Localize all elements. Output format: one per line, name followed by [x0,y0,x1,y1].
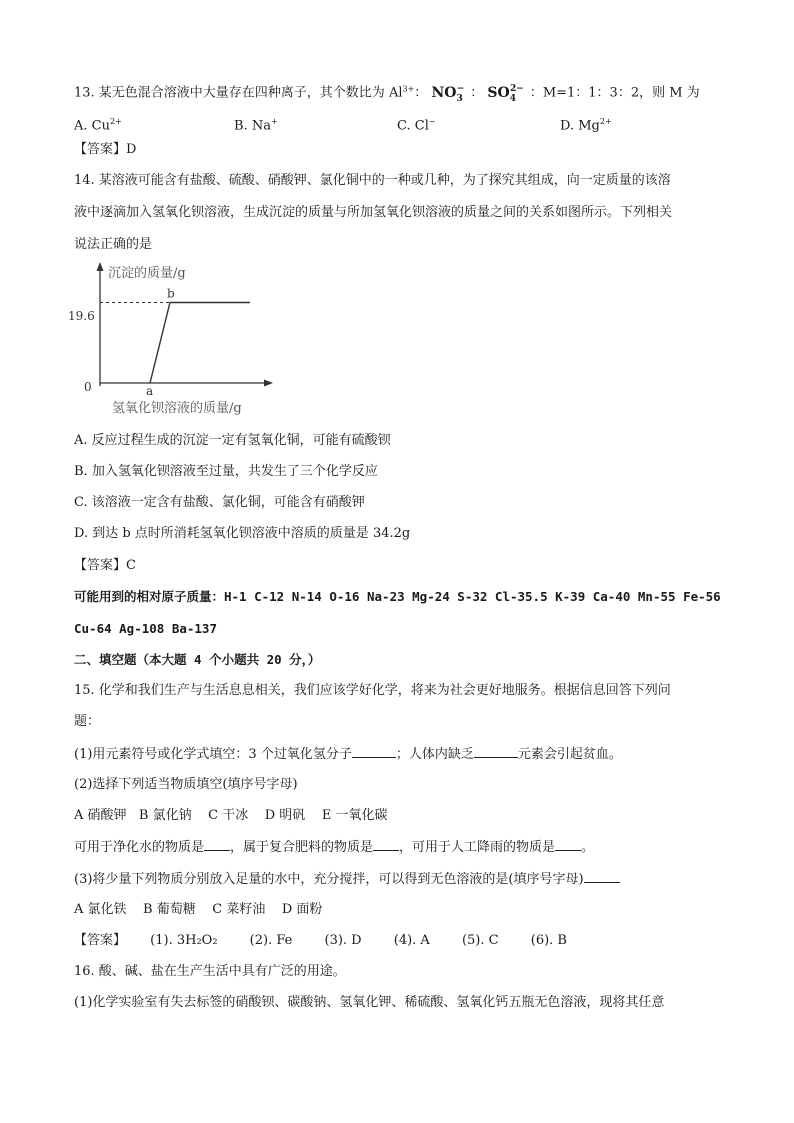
q15-answer-5: (5). C [461,933,499,948]
q15-p1-b: ；人体内缺乏 [395,747,474,762]
no3-base: NO [431,84,457,101]
q15-part-3 [74,870,620,889]
q13-option-a-label: A. Cu [74,118,110,134]
y-axis-label: 沉淀的质量/g [108,266,186,281]
q13-option-a-sup: 2+ [109,117,122,126]
q13-answer: 【答案】D [74,142,137,157]
q15-blank-2[interactable] [474,745,518,758]
q13-option-d-label: D. Mg [560,118,600,134]
precipitate-chart [68,258,284,418]
q13-option-d [560,113,612,135]
q15-answer-6: (6). B [530,933,567,948]
q14-stem-line-3: 说法正确的是 [74,237,153,252]
q15-answer [74,932,567,950]
q15-answer-2: (2). Fe [249,933,293,948]
q13-sep1: ： [414,85,428,101]
q15-choices: A 硝酸钾 B 氯化钠 C 干冰 D 明矾 E 一氧化碳 [74,808,388,823]
series-line [150,303,250,384]
so4-sub: 4 [509,93,516,104]
section-2-title: 二、填空题（本大题 4 个小题共 20 分，） [74,652,321,667]
sulfate-ion [487,84,529,104]
q16-part-1: (1)化学实验室有失去标签的硝酸钡、碳酸钠、氢氧化钾、稀硫酸、氢氧化钙五瓶无色溶液，现将其任意 [74,995,665,1010]
nitrate-ion [431,84,470,104]
q13-option-c-label: C. Cl [397,118,429,134]
q13-option-a [74,113,122,135]
x-axis-label: 氢氧化钡溶液的质量/g [112,401,242,416]
atomic-masses-line-1: 可能用到的相对原子质量：H-1 C-12 N-14 O-16 Na-23 Mg-24 S-32 Cl-35.5 K-39 Ca-40 Mn-55 Fe-56 [74,589,721,604]
q13-stem-a: 13. 某无色混合溶液中大量存在四种离子，其个数比为 Al [74,85,403,101]
q13-options [74,113,714,134]
q15-p2-c: ，可用于人工降雨的物质是 [399,840,556,855]
q15-part-2-blanks [74,838,594,857]
q15-answer-label: 【答案】 [74,933,127,948]
q15-p3: (3)将少量下列物质分别放入足量的水中，充分搅拌，可以得到无色溶液的是(填序号字母) [74,872,584,887]
atomic-masses-line-2: Cu-64 Ag-108 Ba-137 [74,621,217,636]
q13-option-d-sup: 2+ [599,117,612,126]
point-label-a: a [146,384,154,398]
q15-choices-3: A 氯化铁 B 葡萄糖 C 菜籽油 D 面粉 [74,902,323,917]
q14-option-d: D. 到达 b 点时所消耗氢氧化钡溶液中溶质的质量是 34.2g [74,526,411,541]
q15-blank-4[interactable] [373,838,399,851]
q14-answer: 【答案】C [74,558,136,573]
no3-sub: 3 [456,93,463,104]
y-tick-label: 19.6 [68,309,95,323]
q15-answer-1: (1). 3H₂O₂ [150,933,218,948]
q15-blank-6[interactable] [584,870,620,883]
so4-sup: 2− [510,84,524,94]
q13-stem-b: ：M=1：1：3：2，则 M 为 [529,85,700,101]
q15-p2-d: 。 [581,840,595,855]
q15-stem-line-1: 15. 化学和我们生产与生活息息相关，我们应该学好化学，将来为社会更好地服务。根据信息回答下列问 [74,683,671,698]
q15-blank-3[interactable] [204,838,230,851]
q15-part-2: (2)选择下列适当物质填空(填序号字母) [74,777,298,792]
y-axis-arrow [97,262,104,271]
q13-option-b-label: B. Na [234,118,271,134]
origin-label: 0 [84,380,92,394]
q15-p2-a: 可用于净化水的物质是 [74,840,205,855]
q13-option-c [397,113,436,135]
al-charge: 3+ [402,84,415,94]
q14-option-a: A. 反应过程生成的沉淀一定有氢氧化铜，可能有硫酸钡 [74,433,391,448]
q16-stem: 16. 酸、碱、盐在生产生活中具有广泛的用途。 [74,964,346,979]
q14-option-b: B. 加入氢氧化钡溶液至过量，共发生了三个化学反应 [74,464,378,479]
point-label-b: b [167,286,175,301]
q15-blank-1[interactable] [352,745,396,758]
q15-part-1 [74,745,622,764]
q13-sep2: ： [470,85,484,101]
q13-option-c-sup: − [428,117,436,126]
q15-answer-3: (3). D [324,933,362,948]
q15-p1-c: 元素会引起贫血。 [517,747,622,762]
q15-blank-5[interactable] [555,838,581,851]
no3-sup: − [456,84,465,94]
q15-p2-b: ，属于复合肥料的物质是 [230,840,374,855]
q13-stem [74,80,700,107]
q13-option-b [234,113,278,135]
q14-option-c: C. 该溶液一定含有盐酸、氯化铜，可能含有硝酸钾 [74,495,365,510]
q15-p1-a: (1)用元素符号或化学式填空：3 个过氧化氢分子 [74,747,352,762]
q13-option-b-sup: + [270,117,278,126]
x-axis-arrow [264,380,273,387]
so4-base: SO [487,84,510,101]
q14-stem-line-2: 液中逐滴加入氢氧化钡溶液，生成沉淀的质量与所加氢氧化钡溶液的质量之间的关系如图所示。下列相关 [74,205,673,220]
q15-stem-line-2: 题： [74,714,101,729]
q14-stem-line-1: 14. 某溶液可能含有盐酸、硫酸、硝酸钾、氯化铜中的一种或几种，为了探究其组成，向一定质量的该溶 [74,173,671,188]
q15-answer-4: (4). A [393,933,430,948]
